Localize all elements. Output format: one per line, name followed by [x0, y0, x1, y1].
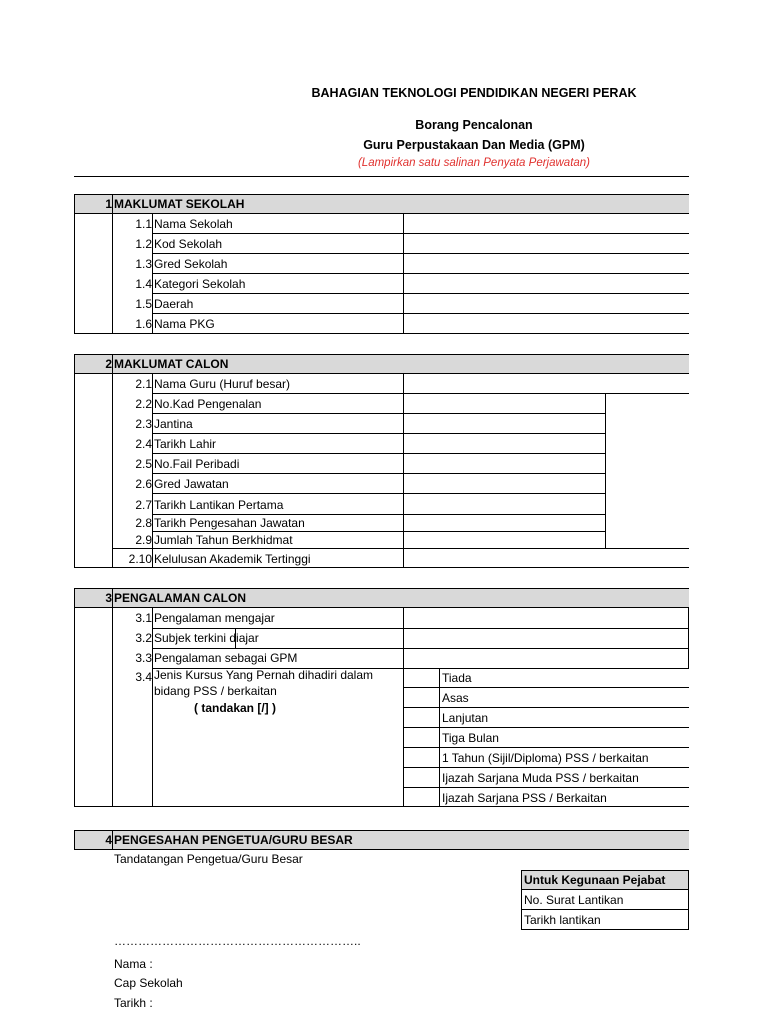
- field-label-years-service: Jumlah Tahun Berkhidmat: [154, 533, 293, 547]
- row-number: 1.3: [135, 257, 152, 271]
- attachment-note: (Lampirkan satu salinan Penyata Perjawatan): [357, 157, 591, 169]
- tick-instruction: ( tandakan [/] ): [194, 701, 277, 715]
- section-2-left-border: [74, 354, 75, 568]
- row-number: 1.4: [135, 277, 152, 291]
- form-title: Borang Pencalonan: [415, 118, 533, 132]
- course-option-three-months: Tiga Bulan: [442, 731, 499, 745]
- row-number: 1.6: [135, 317, 152, 331]
- field-label-gender: Jantina: [154, 417, 193, 431]
- field-label-confirmation-date: Tarikh Pengesahan Jawatan: [154, 516, 305, 530]
- row-number: 2.10: [128, 552, 152, 566]
- field-label-school-code: Kod Sekolah: [154, 237, 223, 251]
- row-number: 3.1: [135, 611, 152, 625]
- section-3-num-divider: [152, 608, 153, 807]
- section-3-title: PENGALAMAN CALON: [114, 591, 246, 605]
- row-divider: [152, 253, 689, 254]
- section-3-left-border: [74, 588, 75, 807]
- row-number: 3.3: [135, 651, 152, 665]
- checkbox-basic[interactable]: [404, 688, 439, 707]
- field-label-school-grade: Gred Sekolah: [154, 257, 228, 271]
- checkbox-none[interactable]: [404, 668, 439, 687]
- photo-box-left-border: [605, 394, 606, 548]
- row-number: 2.2: [135, 397, 152, 411]
- row-number: 1.5: [135, 297, 152, 311]
- section-2-title: MAKLUMAT CALON: [114, 357, 229, 371]
- section-1-left-border: [74, 194, 75, 334]
- section-2-number: 2: [105, 357, 112, 371]
- checkbox-one-year[interactable]: [404, 748, 439, 767]
- row-number: 2.1: [135, 377, 152, 391]
- section-1-title: MAKLUMAT SEKOLAH: [114, 197, 245, 211]
- row-number: 2.4: [135, 437, 152, 451]
- field-label-first-appointment: Tarikh Lantikan Pertama: [154, 498, 284, 512]
- row-number: 2.8: [135, 516, 152, 530]
- row-number: 3.2: [135, 631, 152, 645]
- checkbox-advanced[interactable]: [404, 708, 439, 727]
- row-divider: [152, 313, 689, 314]
- course-option-one-year: 1 Tahun (Sijil/Diploma) PSS / berkaitan: [442, 751, 649, 765]
- date-label: Tarikh :: [114, 996, 153, 1010]
- section-4-number: 4: [105, 833, 112, 847]
- field-label-teaching-experience: Pengalaman mengajar: [154, 611, 275, 625]
- section-4-col-divider: [112, 830, 113, 850]
- section-2-value-divider: [403, 374, 404, 568]
- section-2-num-divider: [152, 374, 153, 568]
- field-label-gpm-experience: Pengalaman sebagai GPM: [154, 651, 298, 665]
- course-option-none: Tiada: [442, 671, 472, 685]
- row-number: 2.6: [135, 477, 152, 491]
- field-label-current-subject: Subjek terkini diajar: [154, 631, 259, 645]
- checkbox-three-months[interactable]: [404, 728, 439, 747]
- row-number: 1.1: [135, 217, 152, 231]
- section-4-left-border: [74, 830, 75, 850]
- field-label-academic-qualification: Kelulusan Akademik Tertinggi: [154, 552, 311, 566]
- course-option-advanced: Lanjutan: [442, 711, 489, 725]
- row-number: 3.4: [135, 670, 152, 684]
- department-title: BAHAGIAN TEKNOLOGI PENDIDIKAN NEGERI PERAK: [311, 86, 637, 100]
- header-divider: [74, 176, 689, 177]
- field-label-course-type-cont: bidang PSS / berkaitan: [154, 684, 277, 698]
- field-label-pkg-name: Nama PKG: [154, 317, 215, 331]
- section-1-num-divider: [152, 214, 153, 334]
- row-number: 2.3: [135, 417, 152, 431]
- section-3-number: 3: [105, 591, 112, 605]
- appointment-letter-label: No. Surat Lantikan: [524, 893, 624, 907]
- field-label-school-name: Nama Sekolah: [154, 217, 233, 231]
- school-stamp-label: Cap Sekolah: [114, 976, 183, 990]
- field-label-school-category: Kategori Sekolah: [154, 277, 246, 291]
- form-subtitle: Guru Perpustakaan Dan Media (GPM): [363, 138, 585, 152]
- course-option-basic: Asas: [442, 691, 469, 705]
- field-label-job-grade: Gred Jawatan: [154, 477, 229, 491]
- field-label-teacher-name: Nama Guru (Huruf besar): [154, 377, 291, 391]
- checkbox-master[interactable]: [404, 788, 439, 806]
- field-label-course-type: Jenis Kursus Yang Pernah dihadiri dalam: [154, 668, 374, 682]
- appointment-date-label: Tarikh lantikan: [524, 913, 601, 927]
- row-number: 2.7: [135, 498, 152, 512]
- field-label-ic-number: No.Kad Pengenalan: [154, 397, 262, 411]
- section-3-right-border: [688, 608, 689, 668]
- section-1-value-divider: [403, 214, 404, 334]
- field-label-district: Daerah: [154, 297, 194, 311]
- section-4-title: PENGESAHAN PENGETUA/GURU BESAR: [114, 833, 353, 847]
- field-label-file-number: No.Fail Peribadi: [154, 457, 240, 471]
- field-label-birth-date: Tarikh Lahir: [154, 437, 217, 451]
- office-use-title: Untuk Kegunaan Pejabat: [524, 873, 666, 887]
- course-option-bachelor: Ijazah Sarjana Muda PSS / berkaitan: [442, 771, 639, 785]
- section-1-number: 1: [105, 197, 112, 211]
- signature-label: Tandatangan Pengetua/Guru Besar: [114, 852, 303, 866]
- signature-line: ……………………………………………………..: [114, 934, 361, 948]
- row-divider: [152, 433, 605, 434]
- course-option-master: Ijazah Sarjana PSS / Berkaitan: [442, 791, 607, 805]
- row-number: 2.5: [135, 457, 152, 471]
- row-number: 1.2: [135, 237, 152, 251]
- name-label: Nama :: [114, 957, 153, 971]
- checkbox-bachelor[interactable]: [404, 768, 439, 787]
- row-number: 2.9: [135, 533, 152, 547]
